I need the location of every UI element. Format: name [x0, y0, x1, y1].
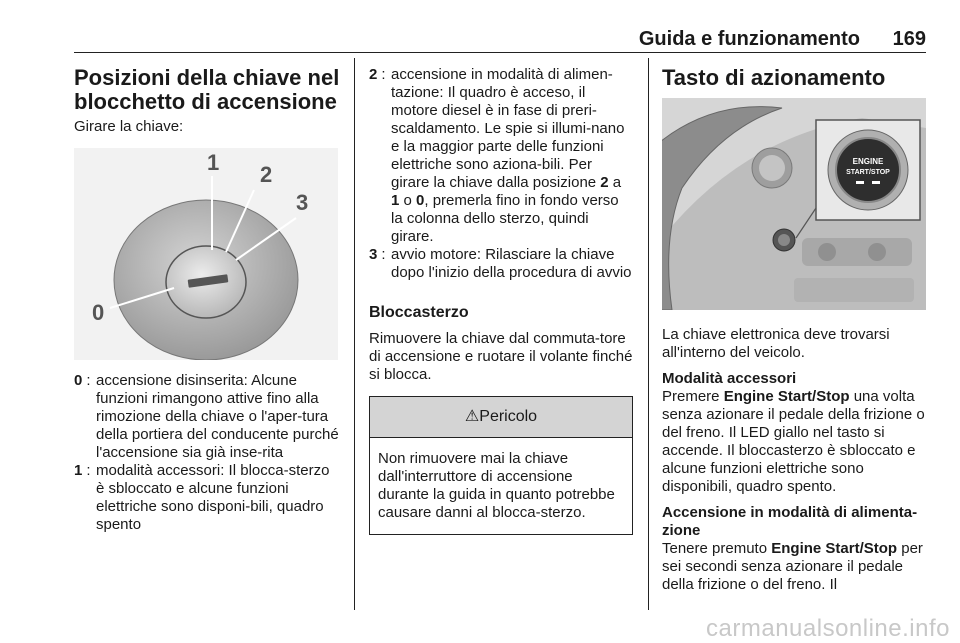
- ignition-illustration: [74, 148, 338, 360]
- position-label-1: 1: [207, 150, 220, 175]
- subsection-heading: Accensione in modalità di alimenta-zione: [662, 504, 918, 539]
- paragraph: Tenere premuto Engine Start/Stop per sei secondi senza azionare il pedale della frizione o del freno. Il: [662, 540, 923, 593]
- item-key: 2: [369, 66, 378, 83]
- column-right: [662, 66, 926, 594]
- column-divider: [354, 58, 355, 610]
- list-item: 1 : modalità accessori: Il blocca-sterzo è sbloccato e alcune funzioni elettriche sono disponi-bili, quadro spento: [74, 462, 340, 534]
- item-text: accensione in modalità di alimen-tazione: Il quadro è acceso, il motore diesel è in fase di preri-scaldamento. Le spie si illumi-nano e la maggior parte delle funzioni elettriche sono aziona-bili. Per girare la chiave dalla posizione 2 a 1 o 0, premerla fino in fondo verso la colonna dello sterzo, quindi girare.: [391, 66, 625, 245]
- item-text: accensione disinserita: Alcune funzioni rimangono attive fino alla rimozione della chiave o l'aper-tura della portiera del conducente purché l'accensione sia già inse-rita: [96, 372, 339, 461]
- dashboard-illustration: [662, 98, 926, 310]
- column-divider: [648, 58, 649, 610]
- danger-text: Non rimuovere mai la chiave dall'interruttore di accensione durante la guida in quanto potrebbe causare danni al blocca-sterzo.: [378, 450, 615, 521]
- page-header: [74, 28, 926, 53]
- column-left: [74, 66, 340, 534]
- column-middle: [369, 66, 633, 535]
- intro-text: Girare la chiave:: [74, 118, 184, 135]
- item-key: 0: [74, 372, 83, 389]
- position-label-3: 3: [296, 190, 309, 215]
- section-heading: Tasto di azionamento: [662, 65, 886, 90]
- section-heading: Posizioni della chiave nel blocchetto di accensione: [74, 65, 340, 114]
- position-label-0: 0: [92, 300, 105, 325]
- button-text-engine: ENGINE: [852, 157, 884, 166]
- subsection-heading: Modalità accessori: [662, 370, 797, 387]
- danger-box: [369, 396, 633, 535]
- warning-icon: ⚠: [464, 408, 480, 425]
- item-key: 1: [74, 462, 83, 479]
- danger-header: [370, 397, 632, 438]
- paragraph: Premere Engine Start/Stop una volta senza azionare il pedale della frizione o del freno. Il LED giallo nel tasto si accende. Il bloccasterzo è sbloccato e alcune funzioni elettriche sono disponibili, quadro spento.: [662, 388, 925, 495]
- danger-title: Pericolo: [479, 408, 538, 425]
- item-text: avvio motore: Rilasciare la chiave dopo l'inizio della procedura di avvio: [391, 246, 632, 281]
- watermark: carmanualsonline.info: [706, 615, 950, 642]
- button-text-startstop: START/STOP: [846, 169, 890, 176]
- subsection-heading: Bloccasterzo: [369, 304, 469, 321]
- list-item: 0 : accensione disinserita: Alcune funzioni rimangono attive fino alla rimozione della chiave o l'aper-tura della portiera del conducente purché l'accensione sia già inse-rita: [74, 372, 339, 461]
- start-button-figure: [662, 98, 926, 310]
- section-title: Guida e funzionamento: [638, 28, 860, 50]
- item-key: 3: [369, 246, 378, 263]
- page-number: 169: [892, 28, 926, 50]
- ignition-key-figure: [74, 148, 338, 360]
- paragraph: La chiave elettronica deve trovarsi all'interno del veicolo.: [662, 326, 890, 361]
- position-label-2: 2: [260, 162, 273, 187]
- list-item: 2 : accensione in modalità di alimen-tazione: Il quadro è acceso, il motore diesel è in fase di preri-scaldamento. Le spie si illumi-nano e la maggior parte delle funzioni elettriche sono aziona-bili. Per girare la chiave dalla posizione 2 a 1 o 0, premerla fino in fondo verso la colonna dello sterzo, quindi girare.: [369, 66, 633, 246]
- item-text: modalità accessori: Il blocca-sterzo è sbloccato e alcune funzioni elettriche sono disponi-bili, quadro spento: [96, 462, 330, 533]
- list-item: 3 : avvio motore: Rilasciare la chiave dopo l'inizio della procedura di avvio: [369, 246, 632, 281]
- paragraph: Rimuovere la chiave dal commuta-tore di accensione e ruotare il volante finché si blocca.: [369, 330, 633, 383]
